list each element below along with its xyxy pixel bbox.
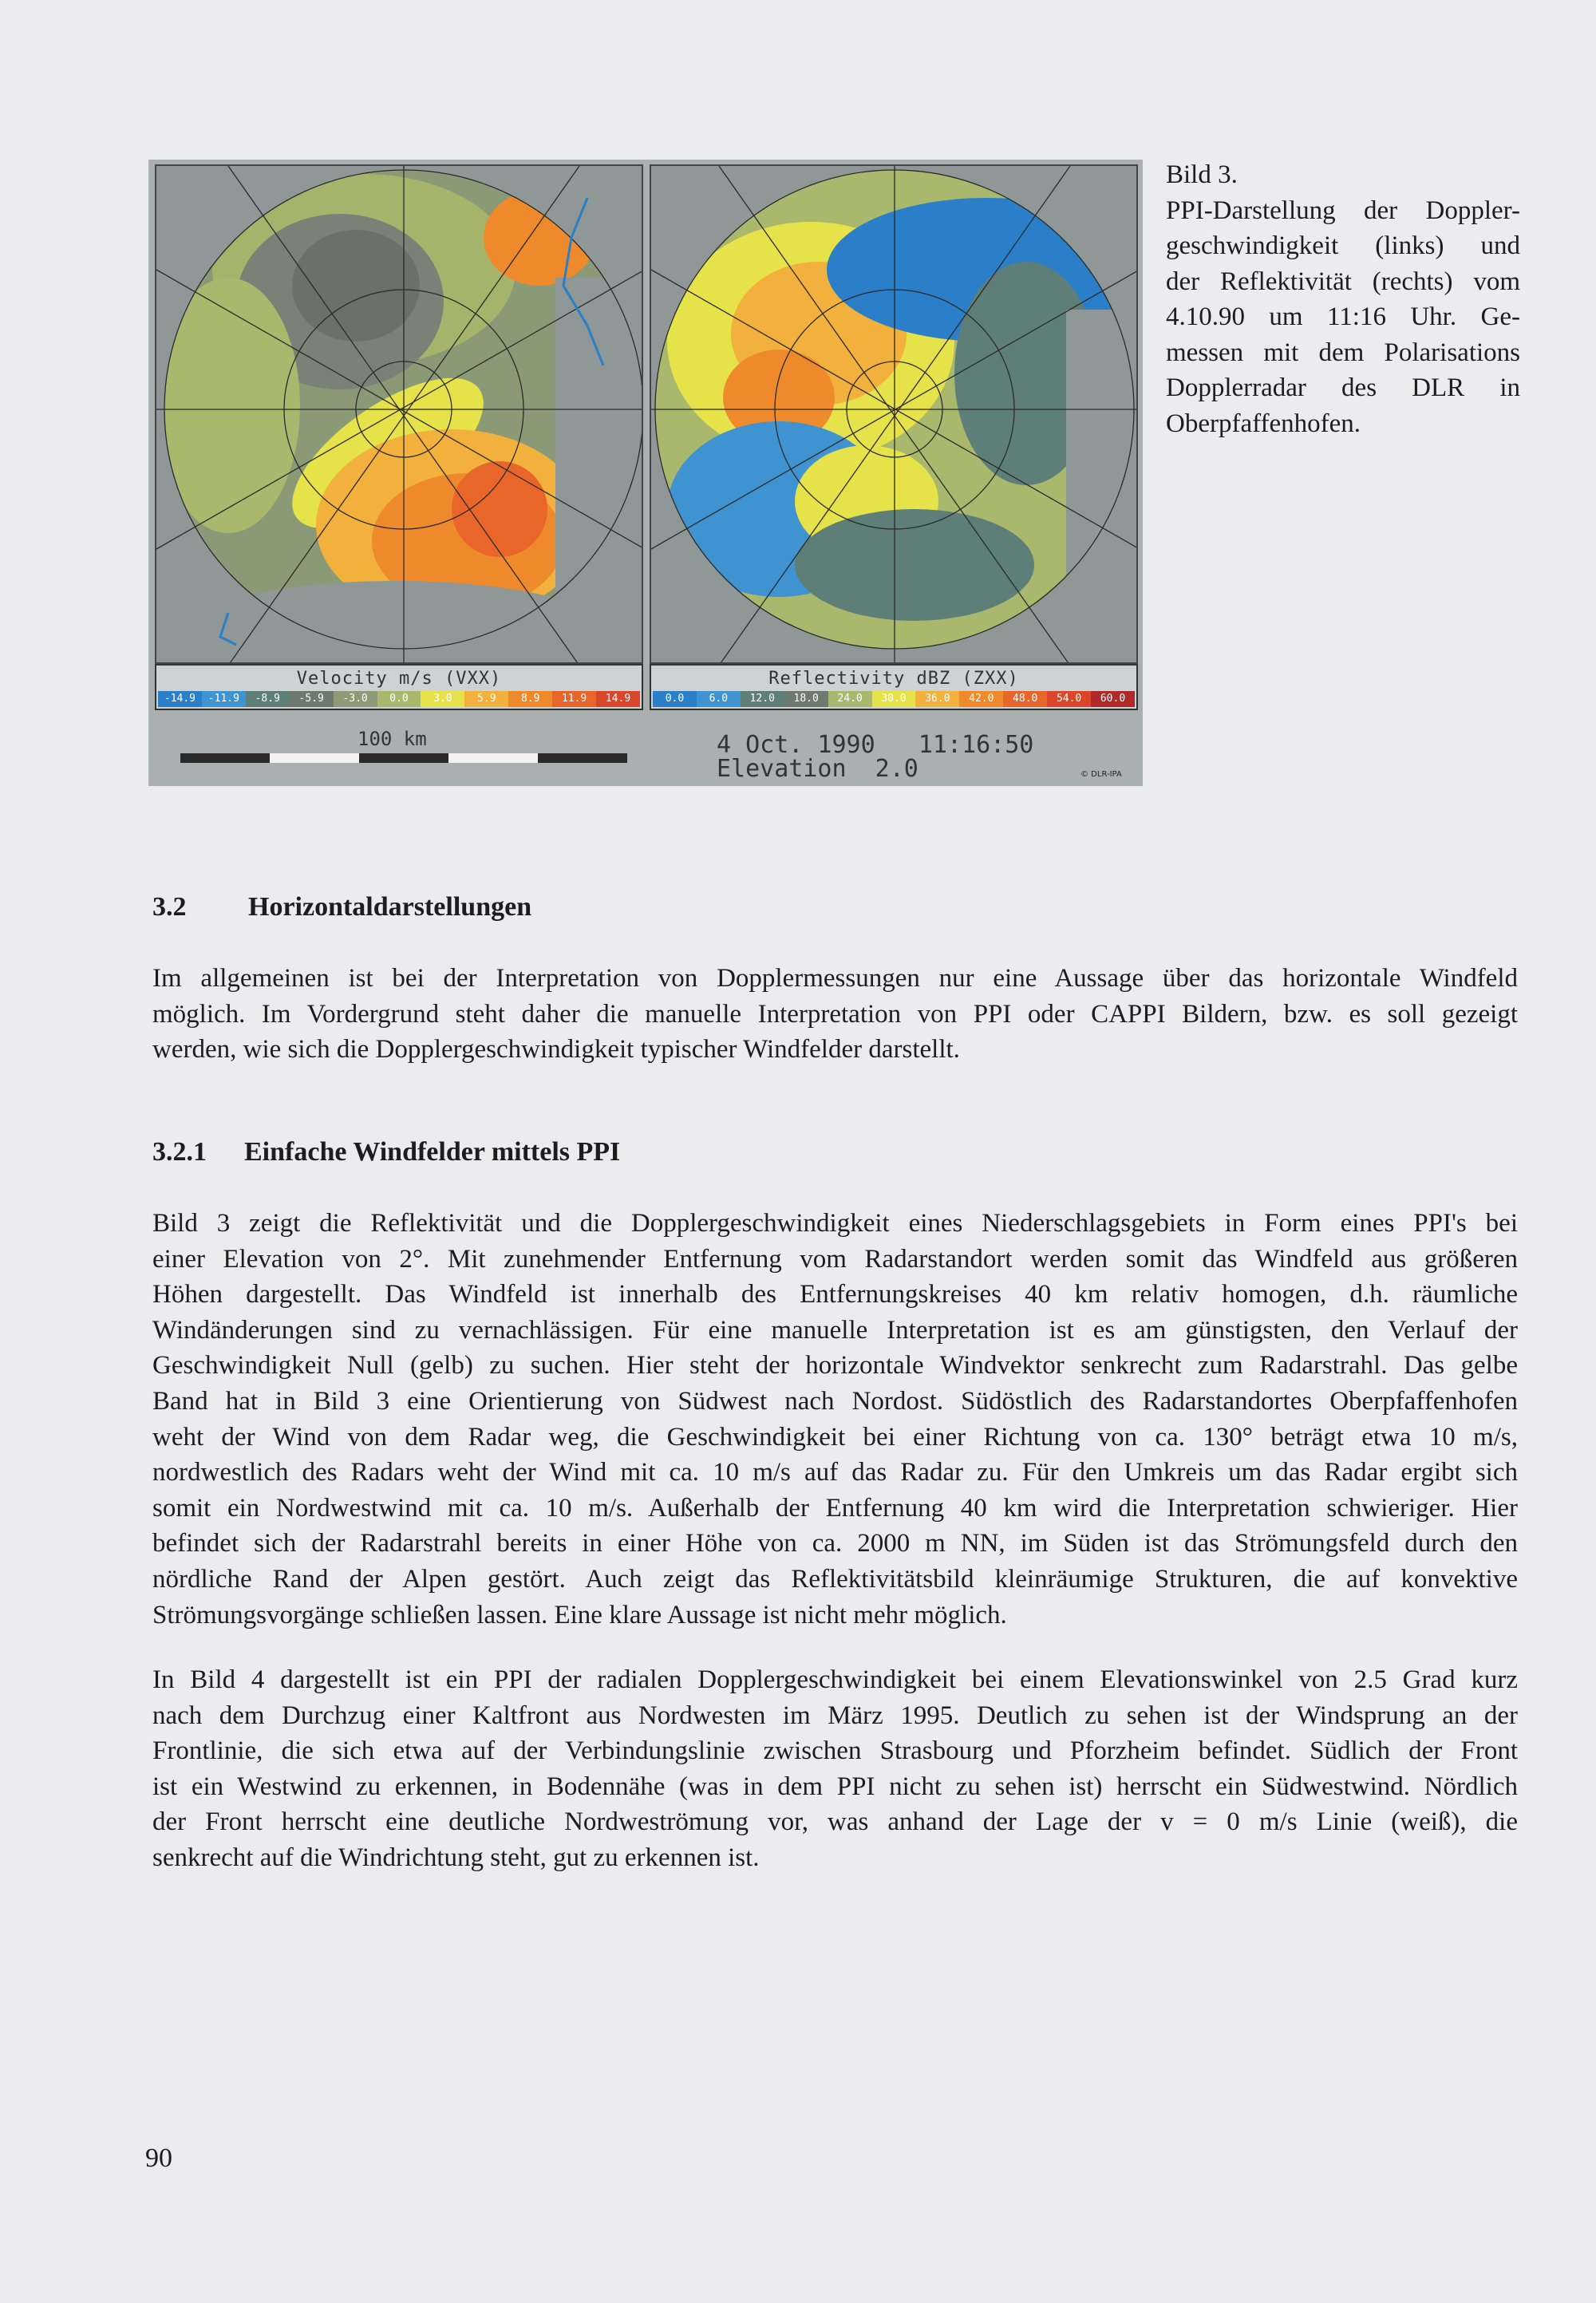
text-line: weht der Wind von dem Radar weg, die Geschwindigkeit bei einer Richtung von ca. 130° beträgt etwa 10 m/s, xyxy=(152,1422,1518,1452)
caption-line: messen mit dem Polarisations xyxy=(1166,338,1520,367)
text-line: werden, wie sich die Dopplergeschwindigkeit typischer Windfelder darstellt. xyxy=(152,1035,960,1065)
text-line: Frontlinie, die sich etwa auf der Verbindungslinie zwischen Strasbourg und Pforzheim befindet. Südlich der Front xyxy=(152,1736,1518,1766)
velocity-scale-value: -8.9 xyxy=(246,691,290,707)
text-line: möglich. Im Vordergrund steht daher die manuelle Interpretation von PPI oder CAPPI Bildern, bzw. es soll gezeigt xyxy=(152,999,1518,1029)
section-heading-3-2-1 xyxy=(152,1137,620,1167)
reflectivity-scale-value: 42.0 xyxy=(959,691,1003,707)
figure-elevation: Elevation 2.0 xyxy=(717,755,918,783)
text-line: einer Elevation von 2°. Mit zunehmender Entfernung vom Radarstandort werden somit das Windfeld aus größeren xyxy=(152,1244,1518,1274)
reflectivity-scale-value: 6.0 xyxy=(697,691,741,707)
velocity-legend-title: Velocity m/s (VXX) xyxy=(296,669,502,689)
velocity-scale-value: 11.9 xyxy=(552,691,596,707)
velocity-scale-value: -11.9 xyxy=(202,691,246,707)
velocity-ppi-panel xyxy=(155,164,643,664)
distance-scale-label: 100 km xyxy=(358,728,427,750)
velocity-scale-value: 0.0 xyxy=(377,691,421,707)
reflectivity-legend xyxy=(650,664,1138,710)
caption-line: Dopplerradar des DLR in xyxy=(1166,373,1520,402)
text-line: senkrecht auf die Windrichtung steht, gut zu erkennen ist. xyxy=(152,1843,760,1872)
reflectivity-scale-value: 18.0 xyxy=(784,691,828,707)
velocity-scale-value: -14.9 xyxy=(158,691,202,707)
text-line: Im allgemeinen ist bei der Interpretation von Dopplermessungen nur eine Aussage über das horizontale Windfeld xyxy=(152,964,1518,993)
figure-copyright: © DLR-IPA xyxy=(1080,770,1122,779)
distance-scale-bar xyxy=(180,753,627,763)
text-line: Band hat in Bild 3 eine Orientierung von Südwest nach Nordost. Südöstlich des Radarstandortes Oberpfaffenhofen xyxy=(152,1386,1518,1416)
velocity-scale-value: -5.9 xyxy=(290,691,334,707)
reflectivity-ppi-image xyxy=(651,166,1138,664)
page-number: 90 xyxy=(145,2143,172,2173)
caption-line: Bild 3. xyxy=(1166,160,1238,189)
section-heading-3-2 xyxy=(152,892,531,922)
reflectivity-scale-value: 54.0 xyxy=(1047,691,1091,707)
text-line: In Bild 4 dargestellt ist ein PPI der radialen Dopplergeschwindigkeit bei einem Elevationswinkel von 2.5 Grad kurz xyxy=(152,1665,1518,1694)
radar-figure xyxy=(148,160,1143,786)
velocity-ppi-image xyxy=(156,166,643,664)
text-line: nach dem Durchzug einer Kaltfront aus Nordwesten im März 1995. Deutlich zu sehen ist der Windsprung an der xyxy=(152,1701,1518,1730)
figure-caption xyxy=(1166,157,1520,441)
text-line: nordwestlich des Radars weht der Wind mit ca. 10 m/s auf das Radar zu. Für den Umkreis um das Radar ergibt sich xyxy=(152,1458,1518,1487)
text-line: Strömungsvorgänge schließen lassen. Eine klare Aussage ist nicht mehr möglich. xyxy=(152,1600,1007,1629)
text-line: Geschwindigkeit Null (gelb) zu suchen. Hier steht der horizontale Windvektor senkrecht zum Radarstrahl. Das gelbe xyxy=(152,1351,1518,1381)
section-title: Einfache Windfelder mittels PPI xyxy=(244,1137,621,1167)
reflectivity-scale-value: 36.0 xyxy=(915,691,959,707)
text-line: befindet sich der Radarstrahl bereits in einer Höhe von ca. 2000 m NN, im Süden ist das Strömungsfeld durch den xyxy=(152,1529,1518,1558)
reflectivity-scale-value: 30.0 xyxy=(872,691,916,707)
text-line: somit ein Nordwestwind mit ca. 10 m/s. Außerhalb der Entfernung 40 km wird die Interpretation schwieriger. Hier xyxy=(152,1493,1518,1523)
reflectivity-scale-value: 48.0 xyxy=(1003,691,1047,707)
velocity-scale-value: 8.9 xyxy=(508,691,552,707)
velocity-scale-value: 3.0 xyxy=(421,691,464,707)
section-title: Horizontaldarstellungen xyxy=(248,892,532,922)
reflectivity-legend-title: Reflectivity dBZ (ZXX) xyxy=(768,669,1019,689)
caption-line: 4.10.90 um 11:16 Uhr. Ge- xyxy=(1166,302,1520,331)
reflectivity-scale-value: 12.0 xyxy=(741,691,784,707)
velocity-color-scale xyxy=(158,691,640,707)
text-line: nördliche Rand der Alpen gestört. Auch zeigt das Reflektivitätsbild kleinräumige Strukturen, die auf konvektive xyxy=(152,1564,1518,1594)
text-line: der Front herrscht eine deutliche Nordweströmung vor, was anhand der Lage der v = 0 m/s Linie (weiß), die xyxy=(152,1807,1518,1837)
reflectivity-scale-value: 24.0 xyxy=(828,691,872,707)
velocity-scale-value: 14.9 xyxy=(596,691,640,707)
reflectivity-color-scale xyxy=(653,691,1135,707)
caption-line: geschwindigkeit (links) und xyxy=(1166,231,1520,260)
section-number: 3.2 xyxy=(152,892,187,922)
text-line: ist ein Westwind zu erkennen, in Bodennähe (was in dem PPI nicht zu sehen ist) herrscht ein Südwestwind. Nördlich xyxy=(152,1772,1518,1801)
paragraph-3-2-1-b xyxy=(152,1662,1518,1876)
velocity-legend xyxy=(155,664,643,710)
caption-line: PPI-Darstellung der Doppler- xyxy=(1166,196,1520,225)
text-line: Höhen dargestellt. Das Windfeld ist innerhalb des Entfernungskreises 40 km relativ homogen, d.h. räumliche xyxy=(152,1280,1518,1310)
reflectivity-scale-value: 60.0 xyxy=(1091,691,1135,707)
velocity-scale-value: 5.9 xyxy=(464,691,508,707)
text-line: Bild 3 zeigt die Reflektivität und die Dopplergeschwindigkeit eines Niederschlagsgebiets in Form eines PPI's bei xyxy=(152,1209,1518,1238)
paragraph-3-2-1-a xyxy=(152,1206,1518,1633)
caption-line: Oberpfaffenhofen. xyxy=(1166,409,1361,438)
reflectivity-ppi-panel xyxy=(650,164,1138,664)
caption-line: der Reflektivität (rechts) vom xyxy=(1166,267,1520,296)
reflectivity-scale-value: 0.0 xyxy=(653,691,697,707)
figure-date-time: 4 Oct. 1990 11:16:50 xyxy=(717,731,1034,759)
text-line: Windänderungen sind zu vernachlässigen. Für eine manuelle Interpretation ist es am günstigsten, den Verlauf der xyxy=(152,1315,1518,1345)
velocity-scale-value: -3.0 xyxy=(334,691,377,707)
section-number: 3.2.1 xyxy=(152,1137,207,1167)
paragraph-3-2 xyxy=(152,961,1518,1068)
